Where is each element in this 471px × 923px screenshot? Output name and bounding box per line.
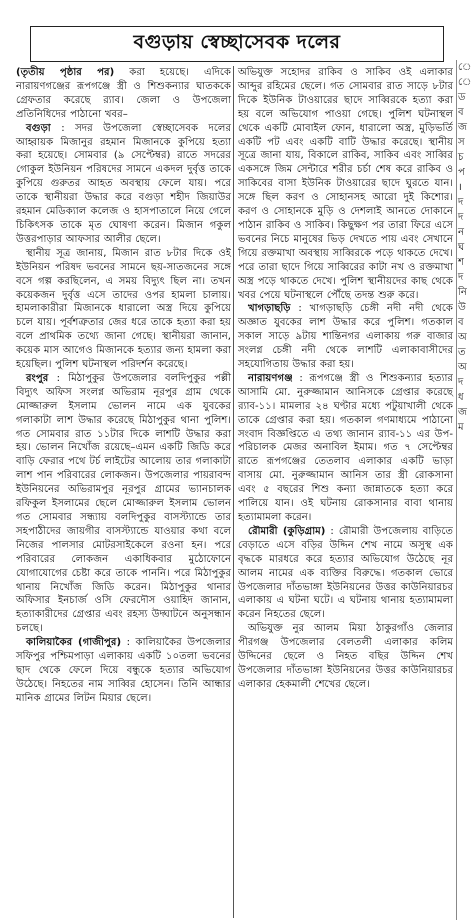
- section-narayanganj-p0: [238, 372, 453, 525]
- fragment-glyph: ।: [458, 182, 462, 193]
- fragment-glyph: দ: [458, 197, 464, 208]
- section-title-khagrachari: খাগড়াছড়ি: [248, 303, 291, 315]
- headline: বগুড়ায় স্বেচ্ছাসেবক দলের: [133, 31, 341, 53]
- fragment-glyph: দ: [458, 377, 464, 388]
- fragment-glyph: ে: [458, 62, 471, 73]
- section-kaliakair-p1: [238, 66, 453, 302]
- fragment-glyph: ে: [458, 77, 471, 88]
- section-text: অভিযুক্ত নুর আলম মিয়া ঠাকুরগাঁও জেলার পীরগঞ্জ উপজেলার বেলতলী এলাকার কলিম উদ্দিনের ছেলে ও নিহত বছির উদ্দিন শেখ উপজেলার দাঁতভাঙ্গা ইউনিয়নের উত্তর কাউনিয়ারচর এলাকার হেকমালী শেখের ছেলে।: [238, 623, 453, 690]
- adjacent-article-fragment: [458, 60, 471, 440]
- column-left: [16, 66, 231, 706]
- fragment-glyph: দ: [458, 212, 464, 223]
- section-text: : মিঠাপুকুর উপজেলার বলদিপুকুর পল্লী বিদ্যুৎ অফিস সংলগ্ন অভিরাম নূরপুর গ্রাম থেকে মোজ্জারুল ইসলাম ভোলন নামে এক যুবকের গলাকাটা লাশ উদ্ধার করেছে মিঠাপুকুর থানা পুলিশ। গত সোমবার রাত ১১টার দিকে লাশটি উদ্ধার করা হয়। ভোলন নিখোঁজ রয়েছে–এমন একটি জিডি করে বাড়ি ফেরার পথে টর্চ লাইটের আলোয় তার গলাকাটা লাশ পান পরিবারের লোকজন। উপজেলার পায়রাবন্দ ইউনিয়নের অভিরামপুর নূরপুর গ্রামের ভ্যানচালক রফিকুল ইসলামের ছেলে মোজ্জারুল ইসলাম ভোলন গত সোমবার সন্ধ্যায় বলদিপুকুর বাসস্ট্যান্ডে তার সহপাঠীদের জায়গীর বাসস্ট্যান্ডে যাওয়ার কথা বলে নিজের পালসার মোটরসাইকেলে রওনা হন। পরে পরিবারের লোকজন একাধিকবার মুঠোফোনে যোগাযোগের চেষ্টা করে তাকে পাননি। পরে মিঠাপুকুর থানায় নিখোঁজ জিডি করেন। মিঠাপুকুর থানার অফিসার ইনচার্জ ওসি ফেরদৌস ওয়াহিদ জানান, হত্যাকারীদের গ্রেপ্তার এবং রহস্য উদ্ঘাটনে অনুসন্ধান চলছে।: [16, 372, 231, 635]
- fragment-glyph: ড: [458, 92, 466, 103]
- column-right: [238, 66, 453, 692]
- fragment-glyph: শ: [458, 257, 464, 268]
- section-kaliakair-p0: [16, 636, 231, 706]
- section-title-roumari: রৌমারী (কুড়িগ্রাম): [248, 525, 326, 537]
- fragment-glyph: উ: [458, 302, 466, 313]
- column-divider: [233, 66, 234, 918]
- fragment-glyph: জ: [458, 407, 467, 418]
- fragment-glyph: নি: [458, 287, 467, 298]
- section-roumari-p1: [238, 622, 453, 692]
- fragment-glyph: অ: [458, 332, 467, 343]
- fragment-glyph: ব: [458, 317, 464, 328]
- fragment-glyph: ত: [458, 347, 466, 358]
- section-khagrachari-p0: [238, 302, 453, 372]
- headline-box: [30, 26, 444, 62]
- section-text: অভিযুক্ত সহোদর রাকিব ও সাকিব ওই এলাকার আব্দুর রহিমের ছেলে। গত সোমবার রাত সাড়ে ৮টার দিকে ইউনিক টাওয়ারের ছাদে সাব্বিরকে হত্যা করা হয় বলে অভিযোগ পাওয়া গেছে। পুলিশ ঘটনাস্থল থেকে একটি মোবাইল ফোন, ধারালো অস্ত্র, মুড়িভর্তি একটি পট এবং একটি বাটি উদ্ধার করেছে। স্থানীয় সূত্রে জানা যায়, বিকালে রাকিব, সাকিব এবং সাব্বির একসঙ্গে জিম সেন্টারে শরীর চর্চা শেষ করে রাকিব ও সাকিবের বাসা ইউনিক টাওয়ারের ছাদে ঘুরতে যান। সঙ্গে ছিল করণ ও সোহানসহ আরো দুই কিশোর। করণ ও সোহানকে মুড়ি ও দেশলাই আনতে দোকানে পাঠান রাকিব ও সাকিব। কিছুক্ষণ পর তারা ফিরে এসে ভবনের নিচে মানুষের ভিড় দেখতে পায় এবং সেখানে গিয়ে রক্তমাখা অবস্থায় সাব্বিরকে পড়ে থাকতে দেখে। পরে তারা ছাদে গিয়ে সাব্বিরের কাটা নখ ও রক্তমাখা অস্ত্র পড়ে থাকতে দেখে। পুলিশ স্থানীয়দের কাছ থেকে খবর পেয়ে ঘটনাস্থলে পৌঁছে তদন্ত শুরু করে।: [238, 67, 453, 301]
- section-text: : কালিয়াকৈর উপজেলার সফিপুর পশ্চিমপাড়া এলাকায় একটি ১০তলা ভবনের ছাদ থেকে ফেলে দিয়ে বন্ধুকে হত্যার অভিযোগ উঠেছে। নিহতের নাম সাব্বির হোসেন। তিনি আন্ধার মানিক গ্রামের লিটন মিয়ার ছেলে।: [16, 637, 231, 704]
- fragment-glyph: স: [458, 137, 465, 148]
- section-rangpur-p0: [16, 372, 231, 636]
- fragment-glyph: অ: [458, 362, 467, 373]
- intro-paragraph: [16, 66, 231, 122]
- section-title-narayanganj: নারায়ণগঞ্জ: [248, 372, 293, 384]
- section-text: স্থানীয় সূত্র জানায়, মিজান রাত ৮টার দিকে ওই ইউনিয়ন পরিষদ ভবনের সামনে ছয়-সাতজনের সঙ্গে বসে গল্প করছিলেন, এ সময় বিদ্যুৎ ছিল না। তখন কয়েকজন দুর্বৃত্ত এসে তাদের ওপর হামলা চালায়। হামলাকারীরা মিজানকে ধারালো অস্ত্র দিয়ে কুপিয়ে চলে যায়। পূর্বশত্রুতার জের ধরে তাকে হত্যা করা হয় বলে প্রাথমিক তথ্যে জানা গেছে। স্থানীয়রা জানান, কয়েক মাস আগেও মিজানকে হত্যার জন্য হামলা করা হয়েছিল। পুলিশ ঘটনাস্থল পরিদর্শন করেছে।: [16, 247, 231, 371]
- section-text: : রূপগঞ্জে স্ত্রী ও শিশুকন্যার হত্যার আসামি মো. নুরুজ্জামান আনিসকে গ্রেপ্তার করেছে র‍্যাব-১১। মামলার ২৪ ঘণ্টার মধ্যে পটুয়াখালী থেকে তাকে গ্রেপ্তার করা হয়। গতকাল গণমাধ্যমে পাঠানো সংবাদ বিজ্ঞপ্তিতে এ তথ্য জানান র‍্যাব-১১ এর উপ-পরিচালক মেজর অনাবিল ইমাম। গত ৭ সেপ্টেম্বর রাতে রূপগঞ্জের তেতলাব এলাকার একটি ভাড়া বাসায় মো. নুরুজ্জামান আনিস তার স্ত্রী রোকসানা এবং ৫ বছরের শিশু কন্যা জান্নাতকে হত্যা করে পালিয়ে যান। ওই ঘটনায় রোকসানার বাবা থানায় হত্যামামলা করেন।: [238, 372, 453, 523]
- section-text: : রৌমারী উপজেলায় বাড়িতে বেড়াতে এসে বড়ির উদ্দিন শেখ নামে অসুস্থ এক বৃদ্ধকে মারধরে করে হত্যার অভিযোগ উঠেছে নূর আলম নামের এক ব্যক্তির বিরুদ্ধে। গতকাল ভোরে উপজেলার দাঁতভাঙ্গা ইউনিয়নের উত্তর কাউনিয়ারচর এলাকায় এ ঘটনা ঘটে। এ ঘটনায় থানায় হত্যামামলা করেন নিহতের ছেলে।: [238, 525, 453, 621]
- fragment-glyph: ব: [458, 107, 464, 118]
- fragment-glyph: ধ: [458, 392, 464, 403]
- section-bogura-p0: [16, 122, 231, 247]
- fragment-glyph: ন: [458, 227, 464, 238]
- fragment-glyph: দ: [458, 272, 464, 283]
- section-title-kaliakair: কালিয়াকৈর (গাজীপুর): [26, 637, 122, 649]
- continuation-tag: (তৃতীয় পৃষ্ঠার পর): [16, 67, 115, 78]
- fragment-glyph: ঘ: [458, 242, 465, 253]
- section-title-rangpur: রংপুর: [26, 372, 49, 384]
- fragment-glyph: জ: [458, 122, 467, 133]
- fragment-glyph: প: [458, 167, 465, 178]
- section-title-bogura: বগুড়া: [26, 122, 51, 134]
- section-text: : সদর উপজেলা স্বেচ্ছাসেবক দলের আহ্বায়ক মিজানুর রহমান মিজানকে কুপিয়ে হত্যা করা হয়েছে। সোমবার (৯ সেপ্টেম্বর) রাতে সদরের গোকুল ইউনিয়ন পরিষদের সামনে একদল দুর্বৃত্ত তাকে কুপিয়ে গুরুতর আহত অবস্থায় ফেলে যায়। পরে তাকে স্থানীয়রা উদ্ধার করে বগুড়া শহীদ জিয়াউর রহমান মেডিক্যাল কলেজ ও হাসপাতালে নিয়ে গেলে চিকিৎসক তাকে মৃত ঘোষণা করেন। মিজান গকুল উত্তরপাড়ার আফসার আলীর ছেলে।: [16, 122, 231, 245]
- section-roumari-p0: [238, 525, 453, 622]
- section-bogura-p1: [16, 247, 231, 372]
- fragment-glyph: চ: [458, 152, 464, 163]
- section-text: : খাগড়াছড়ি চেঙ্গী নদী নদী থেকে অজ্ঞাত যুবকের লাশ উদ্ধার করে পুলিশ। গতকাল সকাল সাড়ে ৯টায় শান্তিনগর এলাকায় গরু বাজার সংলগ্ন চেঙ্গী নদী থেকে লাশটি এলাকাবাসীদের সহযোগিতায় উদ্ধার করা হয়।: [238, 303, 453, 371]
- fragment-glyph: ম: [458, 422, 464, 433]
- intro-text: করা হয়েছে। এদিকে নারায়ণগঞ্জের রূপগঞ্জে স্ত্রী ও শিশুকন্যার ঘাতককে গ্রেফতার করেছে র‍্যাব। জেলা ও উপজেলা প্রতিনিধিদের পাঠানো খবর–: [16, 67, 231, 120]
